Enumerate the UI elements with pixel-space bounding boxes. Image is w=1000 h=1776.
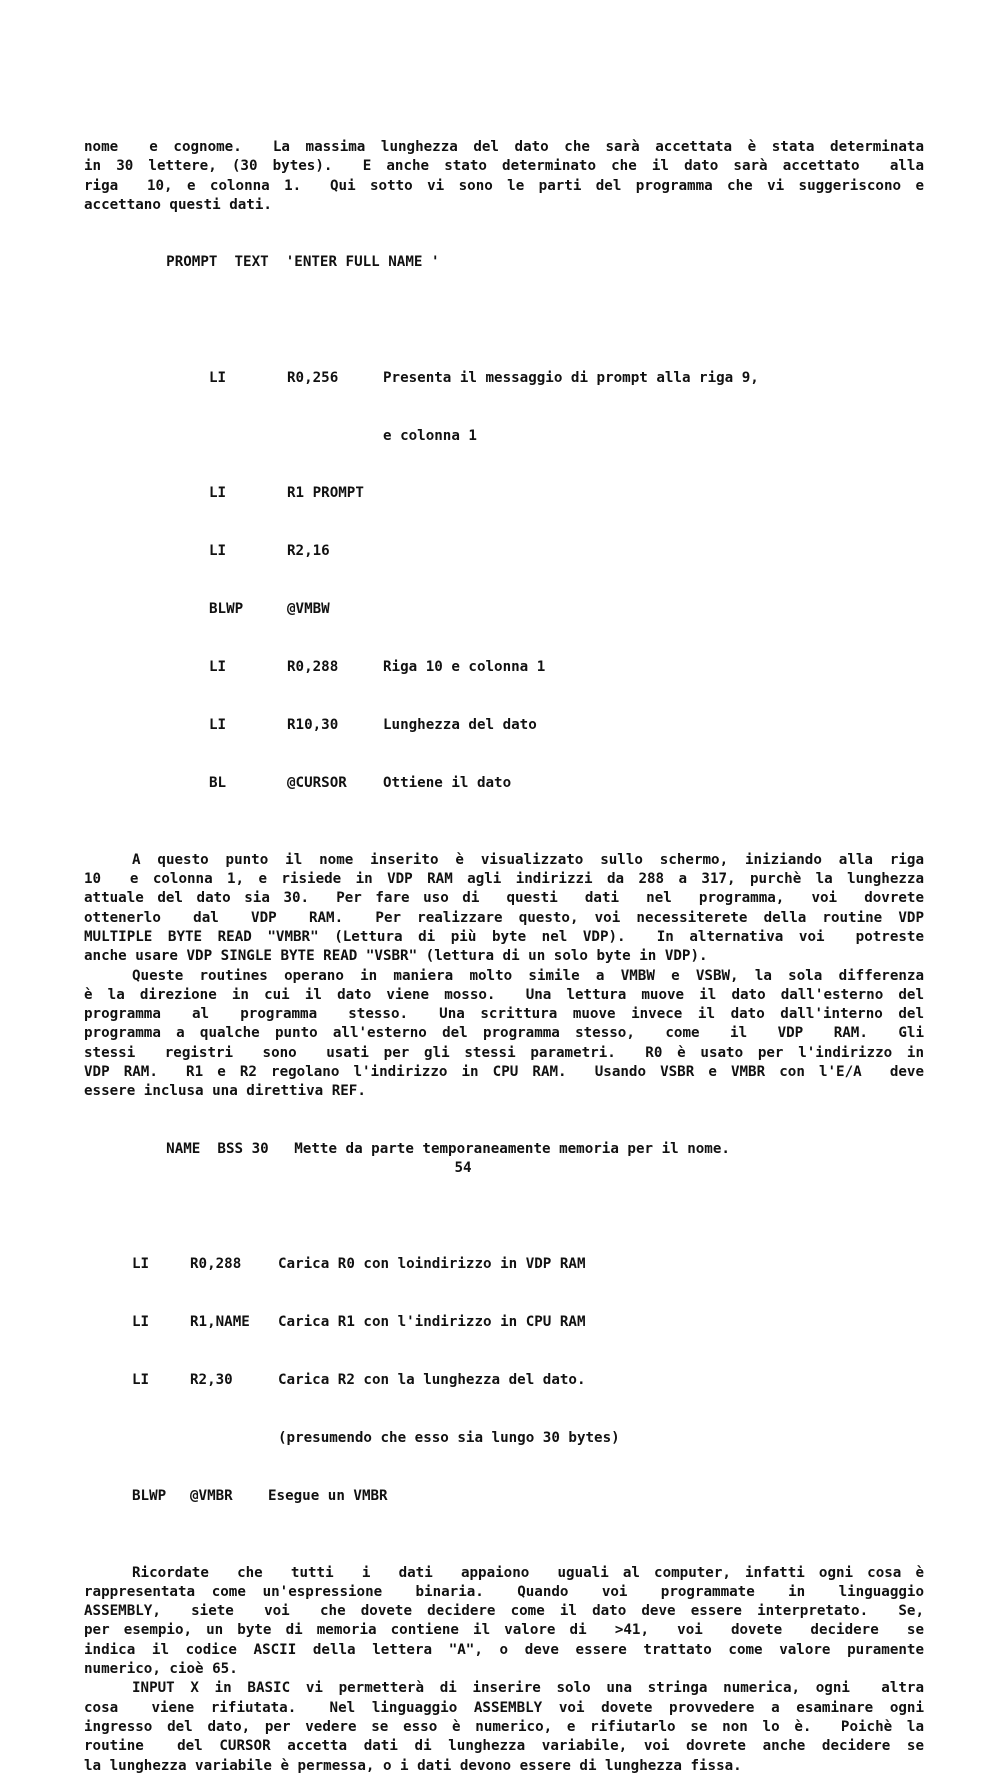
text-line: 10 e colonna 1, e risiede in VDP RAM agli indirizzi da 288 a 317, purchè la lunghezza: [84, 871, 924, 888]
paragraph-input: [84, 1679, 924, 1775]
code-row: [132, 1429, 924, 1448]
code-row: [209, 600, 924, 619]
code-arg: R2,30: [190, 1371, 233, 1388]
code-block-prompt: [84, 330, 924, 832]
code-comment: Carica R1 con l'indirizzo in CPU RAM: [278, 1314, 586, 1331]
code-arg: R1 PROMPT: [287, 485, 364, 502]
code-row: [132, 1255, 924, 1274]
code-comment: Carica R0 con loindirizzo in VDP RAM: [278, 1256, 586, 1273]
paragraph-binary: [84, 1564, 924, 1680]
text-line: MULTIPLE BYTE READ "VMBR" (Lettura di più byte nel VDP). In alternativa voi potreste: [84, 928, 924, 945]
page-number: 54: [454, 1160, 472, 1176]
code-op: BLWP: [209, 601, 244, 618]
text-line: stessi registri sono usati per gli stessi parametri. R0 è usato per l'indirizzo in: [84, 1044, 924, 1061]
code-op: LI: [209, 543, 227, 560]
code-row: [209, 369, 924, 388]
code-op: LI: [209, 485, 227, 502]
intro-paragraph: [84, 138, 924, 215]
prompt-code-line: [84, 234, 924, 292]
code-op: [209, 427, 287, 446]
code-comment: Riga 10 e colonna 1: [383, 659, 546, 676]
paragraph-routines: [84, 967, 924, 1102]
text-line: riga 10, e colonna 1. Qui sotto vi sono le parti del programma che vi suggeriscono e: [84, 177, 924, 194]
text-line: Queste routines operano in maniera molto simile a VMBW e VSBW, la sola differenza: [132, 967, 924, 984]
code-row: [209, 658, 924, 677]
code-arg: R0,288: [190, 1256, 242, 1273]
text-line: essere inclusa una direttiva REF.: [84, 1083, 366, 1100]
code-row: [209, 484, 924, 503]
code-comment: [383, 542, 924, 561]
code-comment: e colonna 1: [383, 427, 477, 444]
code-row: [132, 1313, 924, 1332]
text-line: rappresentata come un'espressione binaria. Quando voi programmate in linguaggio: [84, 1583, 924, 1600]
text-line: ASSEMBLY, siete voi che dovete decidere come il dato deve essere interpretato. Se,: [84, 1603, 924, 1620]
code-comment: Lunghezza del dato: [383, 717, 537, 734]
code-row: [209, 542, 924, 561]
code-arg: @CURSOR: [287, 774, 347, 791]
code-comment: Carica R2 con la lunghezza del dato.: [278, 1371, 586, 1388]
text-line: anche usare VDP SINGLE BYTE READ "VSBR" (lettura di un solo byte in VDP).: [84, 948, 708, 965]
paragraph-vdp-read: [84, 851, 924, 967]
code-block-vmbr: [84, 1217, 924, 1545]
code-op: BL: [209, 774, 227, 791]
code-arg: R10,30: [287, 717, 339, 734]
code-arg: R1,NAME: [190, 1314, 250, 1331]
text-line: per esempio, un byte di memoria contiene il valore di >41, voi dovete decidere se: [84, 1622, 924, 1639]
code-op: LI: [132, 1314, 150, 1331]
code-op: LI: [132, 1371, 150, 1388]
text-line: la lunghezza variabile è permessa, o i dati devono essere di lunghezza fissa.: [84, 1757, 742, 1774]
code-arg: R0,288: [287, 659, 339, 676]
code-row: [132, 1371, 924, 1390]
code-row: [209, 774, 924, 793]
code-comment: Esegue un VMBR: [268, 1487, 388, 1504]
text-line: nome e cognome. La massima lunghezza del dato che sarà accettata è stata determinata: [84, 139, 924, 155]
text-line: programma al programma stesso. Una scrittura muove invece il dato dall'interno del: [84, 1006, 924, 1023]
code-comment: (presumendo che esso sia lungo 30 bytes): [278, 1429, 620, 1446]
code-op: LI: [132, 1256, 150, 1273]
text-line: numerico, cioè 65.: [84, 1661, 238, 1678]
text-line: attuale del dato sia 30. Per fare uso di questi dati nel programma, voi dovrete: [84, 890, 924, 907]
code-op: [132, 1429, 190, 1448]
code-arg: [287, 427, 383, 446]
text-line: ottenerlo dal VDP RAM. Per realizzare questo, voi necessiterete della routine VDP: [84, 909, 924, 926]
code-row: [209, 427, 924, 446]
code-op: BLWP: [132, 1487, 167, 1504]
text-line: VDP RAM. R1 e R2 regolano l'indirizzo in CPU RAM. Usando VSBR e VMBR con l'E/A deve: [84, 1064, 924, 1081]
text-line: routine del CURSOR accetta dati di lunghezza variabile, voi dovrete anche decidere se: [84, 1738, 924, 1755]
code-op: LI: [209, 369, 227, 386]
text-line: accettano questi dati.: [84, 196, 272, 213]
code-arg: @VMBW: [287, 601, 330, 618]
text-line: ingresso del dato, per vedere se esso è numerico, e rifiutarlo se non lo è. Poichè la: [84, 1718, 924, 1735]
bss-statement: NAME BSS 30 Mette da parte temporaneamente memoria per il nome.: [166, 1140, 730, 1157]
prompt-text-statement: PROMPT TEXT 'ENTER FULL NAME ': [166, 254, 440, 271]
code-comment: [383, 600, 924, 619]
code-comment: Ottiene il dato: [383, 774, 512, 791]
code-row: [132, 1487, 924, 1506]
code-op: LI: [209, 717, 227, 734]
text-line: è la direzione in cui il dato viene mosso. Una lettura muove il dato dall'esterno del: [84, 986, 924, 1003]
code-arg: R0,256: [287, 369, 339, 386]
text-line: A questo punto il nome inserito è visualizzato sullo schermo, iniziando alla riga: [132, 851, 924, 868]
text-line: in 30 lettere, (30 bytes). E anche stato determinato che il dato sarà accettato alla: [84, 158, 924, 175]
text-line: INPUT X in BASIC vi permetterà di inserire solo una stringa numerica, ogni altra: [132, 1680, 924, 1697]
code-arg: [190, 1429, 278, 1448]
code-comment: [383, 484, 924, 503]
text-line: indica il codice ASCII della lettera "A", o deve essere trattato come valore puramente: [84, 1641, 924, 1658]
code-row: [209, 716, 924, 735]
code-arg: R2,16: [287, 543, 330, 560]
text-line: Ricordate che tutti i dati appaiono uguali al computer, infatti ogni cosa è: [132, 1564, 924, 1581]
code-op: LI: [209, 659, 227, 676]
document-page: [84, 138, 924, 1776]
text-line: cosa viene rifiutata. Nel linguaggio ASSEMBLY voi dovete provvedere a esaminare ogni: [84, 1699, 924, 1716]
code-comment: Presenta il messaggio di prompt alla riga 9,: [383, 369, 759, 386]
text-line: programma a qualche punto all'esterno del programma stesso, come il VDP RAM. Gli: [84, 1025, 924, 1042]
code-arg: @VMBR: [190, 1487, 233, 1504]
